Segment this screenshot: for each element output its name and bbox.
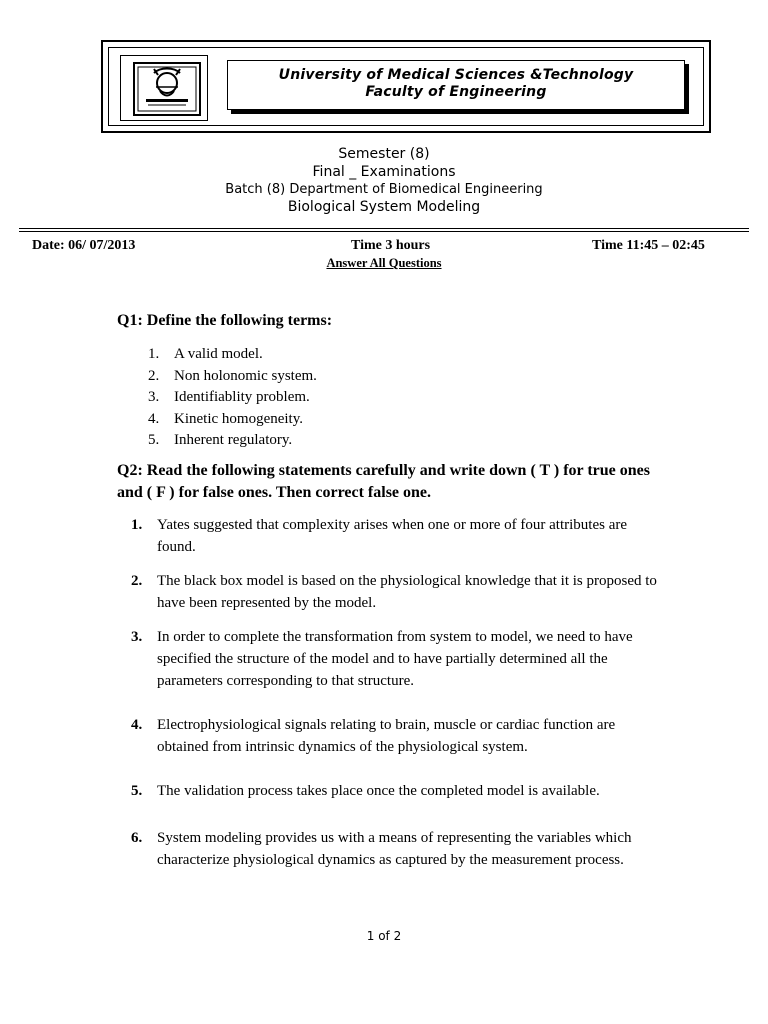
item-number: 6.	[131, 830, 143, 846]
list-item	[148, 430, 317, 452]
item-number: 2.	[131, 573, 143, 589]
list-item	[131, 827, 661, 871]
list-item	[148, 409, 317, 431]
list-item	[148, 344, 317, 366]
exam-type: Final _ Examinations	[312, 164, 456, 180]
q2-title: Q2: Read the following statements carefully and write down ( T ) for true ones and ( F ) for false ones. Then correct false one.	[117, 462, 650, 501]
list-item	[148, 387, 317, 409]
exam-time-range: Time 11:45 – 02:45	[592, 238, 705, 253]
item-text: The validation process takes place once the completed model is available.	[157, 783, 600, 799]
item-number: 4.	[131, 717, 143, 733]
list-item	[131, 626, 661, 692]
item-number: 5.	[131, 783, 143, 799]
list-item	[131, 514, 661, 558]
university-name: University of Medical Sciences &Technology	[278, 67, 634, 83]
item-text: System modeling provides us with a means of representing the variables which characterize physiological dynamics as captured by the measurement process.	[157, 830, 632, 868]
item-text: Identifiablity problem.	[174, 389, 310, 405]
item-text: Inherent regulatory.	[174, 432, 293, 448]
item-text: A valid model.	[174, 346, 263, 362]
exam-duration: Time 3 hours	[351, 238, 431, 253]
q1-title: Q1: Define the following terms:	[117, 312, 333, 329]
list-item	[131, 780, 661, 802]
item-number: 2.	[148, 367, 160, 384]
item-text: Kinetic homogeneity.	[174, 410, 303, 427]
university-logo-icon	[132, 61, 202, 117]
item-number: 3.	[131, 629, 143, 645]
exam-date: Date: 06/ 07/2013	[32, 238, 136, 253]
divider-line	[19, 228, 749, 229]
item-text: Non holonomic system.	[174, 367, 317, 384]
item-text: The black box model is based on the physiological knowledge that it is proposed to have been represented by the model.	[157, 573, 657, 611]
semester: Semester (8)	[338, 146, 430, 162]
item-number: 5.	[148, 432, 160, 448]
page-number: 1 of 2	[366, 929, 402, 943]
item-number: 1.	[148, 346, 160, 362]
list-item	[148, 366, 317, 388]
instruction: Answer All Questions	[326, 256, 442, 270]
item-number: 3.	[148, 389, 160, 405]
faculty-name: Faculty of Engineering	[365, 84, 547, 100]
list-item	[131, 570, 661, 614]
university-title-box	[227, 60, 685, 110]
item-number: 1.	[131, 517, 143, 533]
batch-department: Batch (8) Department of Biomedical Engineering	[225, 182, 543, 197]
item-number: 4.	[148, 410, 160, 427]
item-text: In order to complete the transformation from system to model, we need to have specified the structure of the model and to have partially determined all the parameters corresponding to that structure.	[157, 629, 633, 689]
divider-line	[19, 231, 749, 232]
q1-list	[148, 344, 317, 452]
item-text: Yates suggested that complexity arises when one or more of four attributes are found.	[157, 517, 628, 555]
list-item	[131, 714, 661, 758]
item-text: Electrophysiological signals relating to brain, muscle or cardiac function are obtained from intrinsic dynamics of the physiological system.	[157, 717, 616, 755]
course-name: Biological System Modeling	[287, 199, 481, 215]
